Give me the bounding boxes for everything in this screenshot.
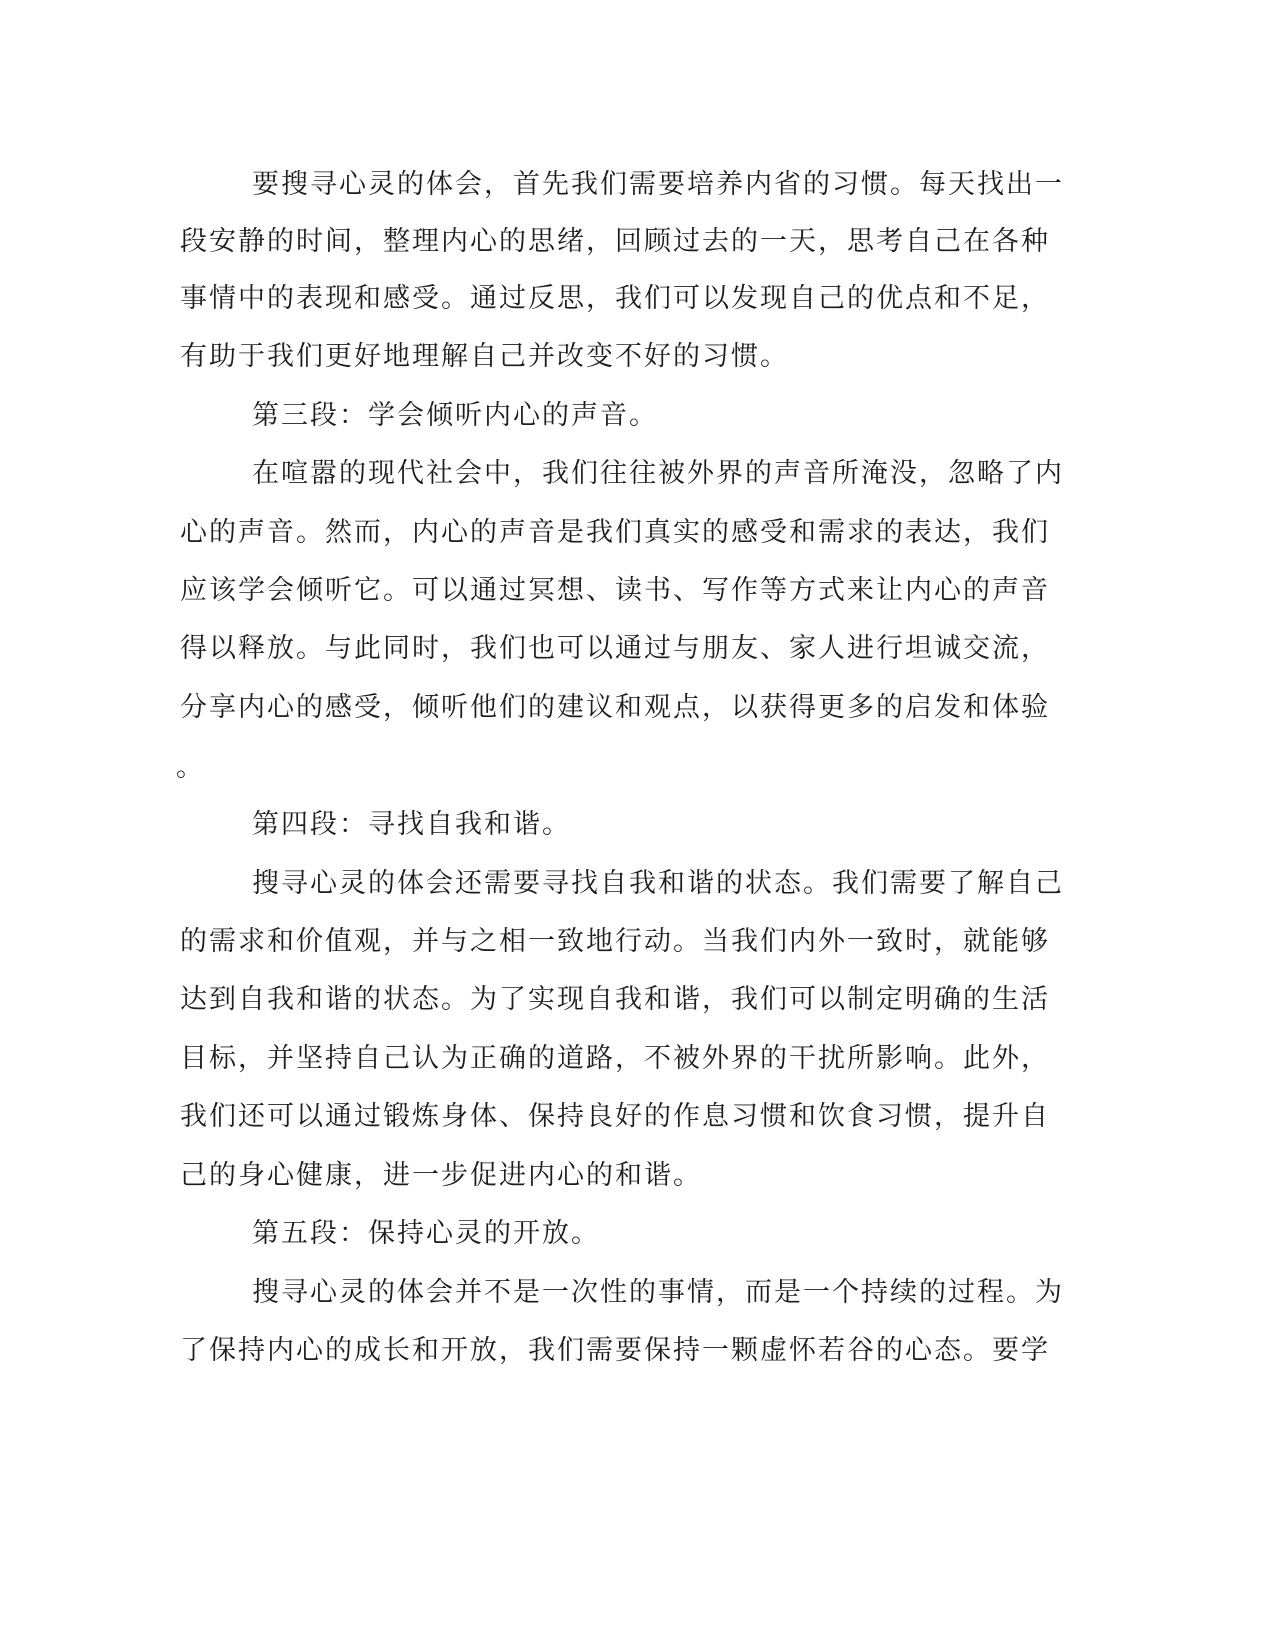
- body-text-line: 有助于我们更好地理解自己并改变不好的习惯。: [180, 341, 789, 372]
- body-text-line: 分享内心的感受，倾听他们的建议和观点，以获得更多的启发和体验: [180, 692, 1050, 723]
- body-text-line: 己的身心健康，进一步促进内心的和谐。: [180, 1160, 702, 1191]
- body-text-line: 。: [176, 752, 205, 783]
- body-text-line: 事情中的表现和感受。通过反思，我们可以发现自己的优点和不足，: [180, 283, 1050, 314]
- body-text-line: 心的声音。然而，内心的声音是我们真实的感受和需求的表达，我们: [180, 517, 1050, 548]
- body-text-line: 搜寻心灵的体会还需要寻找自我和谐的状态。我们需要了解自己: [252, 868, 1064, 899]
- body-text-line: 了保持内心的成长和开放，我们需要保持一颗虚怀若谷的心态。要学: [180, 1335, 1050, 1366]
- body-text-line: 达到自我和谐的状态。为了实现自我和谐，我们可以制定明确的生活: [180, 984, 1050, 1015]
- body-text-line: 得以释放。与此同时，我们也可以通过与朋友、家人进行坦诚交流，: [180, 633, 1050, 664]
- body-text-line: 我们还可以通过锻炼身体、保持良好的作息习惯和饮食习惯，提升自: [180, 1101, 1050, 1132]
- body-text-line: 应该学会倾听它。可以通过冥想、读书、写作等方式来让内心的声音: [180, 575, 1050, 606]
- section-heading: 第四段：寻找自我和谐。: [252, 809, 571, 840]
- body-text-line: 段安静的时间，整理内心的思绪，回顾过去的一天，思考自己在各种: [180, 226, 1050, 257]
- body-text-line: 的需求和价值观，并与之相一致地行动。当我们内外一致时，就能够: [180, 926, 1050, 957]
- section-heading: 第三段：学会倾听内心的声音。: [252, 400, 658, 431]
- body-text-line: 要搜寻心灵的体会，首先我们需要培养内省的习惯。每天找出一: [252, 169, 1064, 200]
- body-text-line: 搜寻心灵的体会并不是一次性的事情，而是一个持续的过程。为: [252, 1277, 1064, 1308]
- section-heading: 第五段：保持心灵的开放。: [252, 1218, 600, 1249]
- body-text-line: 在喧嚣的现代社会中，我们往往被外界的声音所淹没，忽略了内: [252, 458, 1064, 489]
- body-text-line: 目标，并坚持自己认为正确的道路，不被外界的干扰所影响。此外，: [180, 1043, 1050, 1074]
